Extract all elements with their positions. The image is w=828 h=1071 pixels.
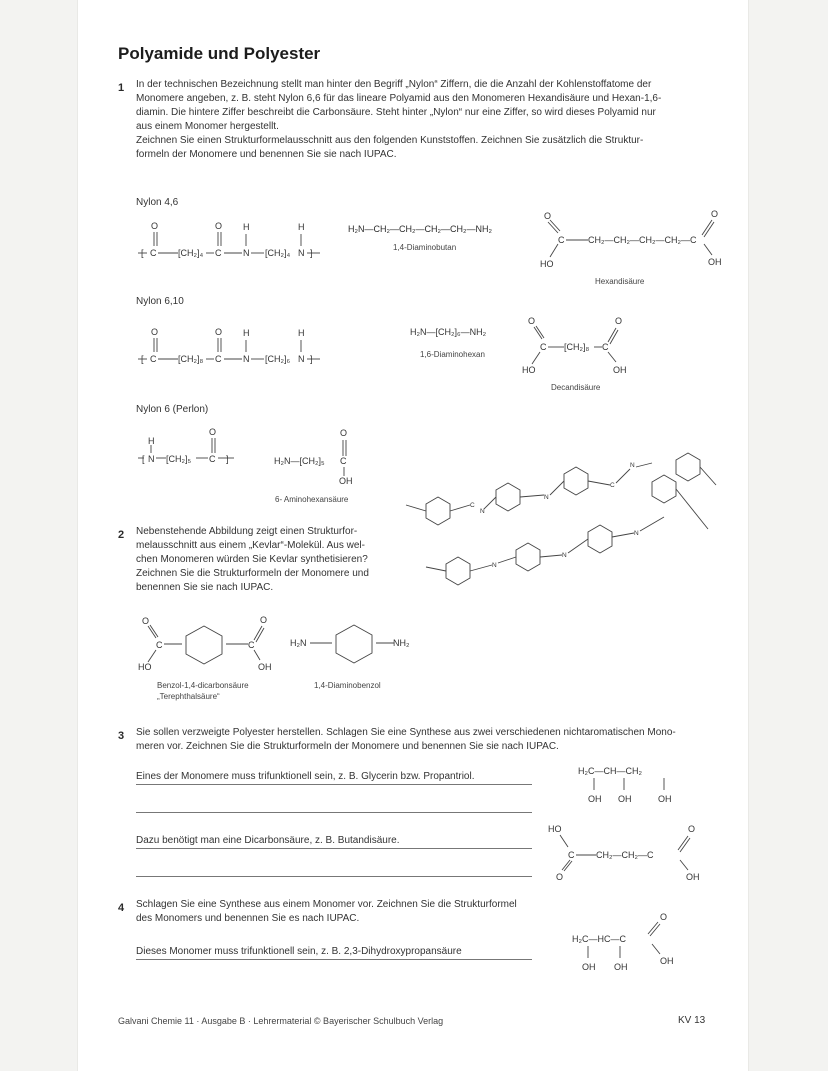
task-2-line: Nebenstehende Abbildung zeigt einen Strukturfor- bbox=[136, 526, 358, 537]
svg-text:]: ] bbox=[226, 454, 229, 464]
svg-text:N: N bbox=[243, 354, 250, 364]
decandisaeure-formula bbox=[518, 312, 638, 378]
svg-text:[CH₂]₄: [CH₂]₄ bbox=[265, 248, 291, 258]
task-2-line: Zeichnen Sie die Strukturformeln der Monomere und bbox=[136, 568, 369, 579]
aminohexansaeure-name: 6- Aminohexansäure bbox=[275, 495, 349, 504]
svg-text:O: O bbox=[215, 221, 223, 231]
decandisaeure-name: Decandisäure bbox=[551, 383, 601, 392]
task-1-text bbox=[136, 78, 746, 162]
aminohexansaeure-formula bbox=[274, 418, 374, 488]
page-title: Polyamide und Polyester bbox=[118, 44, 321, 63]
task-4-answer: Dieses Monomer muss trifunktionell sein, z. B. 2,3-Dihydroxypropansäure bbox=[136, 945, 532, 960]
svg-text:O: O bbox=[151, 221, 159, 231]
svg-text:H: H bbox=[298, 222, 305, 232]
svg-text:N: N bbox=[243, 248, 250, 258]
svg-text:OH: OH bbox=[613, 365, 627, 375]
terephthalsaeure-formula bbox=[136, 612, 296, 676]
task-3-answer-1: Eines der Monomere muss trifunktionell sein, z. B. Glycerin bzw. Propantriol. bbox=[136, 770, 532, 785]
nylon610-label: Nylon 6,10 bbox=[136, 296, 184, 307]
svg-text:[: [ bbox=[142, 454, 145, 464]
svg-text:C: C bbox=[215, 354, 222, 364]
svg-text:H: H bbox=[243, 328, 250, 338]
task-1-line: aus einem Monomer hergestellt. bbox=[136, 121, 279, 132]
svg-text:[CH₂]₈: [CH₂]₈ bbox=[564, 342, 590, 352]
footer-page-code: KV 13 bbox=[678, 1015, 706, 1026]
task-3-line: meren vor. Zeichnen Sie die Strukturformeln der Monomere und benennen Sie sie nach IUPAC. bbox=[136, 741, 559, 752]
svg-text:[CH₂]₄: [CH₂]₄ bbox=[178, 248, 204, 258]
svg-text:C: C bbox=[156, 640, 163, 650]
svg-text:C: C bbox=[215, 248, 222, 258]
svg-text:OH: OH bbox=[660, 956, 674, 966]
task-1-line: In der technischen Bezeichnung stellt man hinter den Begriff „Nylon“ Ziffern, die die Anzahl der Kohlenstoffatome der bbox=[136, 79, 652, 90]
svg-text:H: H bbox=[148, 436, 155, 446]
footer-copyright: Galvani Chemie 11 · Ausgabe B · Lehrermaterial © Bayerischer Schulbuch Verlag bbox=[118, 1016, 444, 1026]
task-1-line: diamin. Die hintere Ziffer beschreibt die Carbonsäure. Steht hinter „Nylon“ nur eine Ziffer, so wird dieses Polyamid nur bbox=[136, 107, 656, 118]
svg-text:OH: OH bbox=[618, 794, 632, 804]
task-3-answer-line bbox=[136, 800, 532, 813]
svg-text:N: N bbox=[298, 354, 305, 364]
svg-text:C: C bbox=[150, 354, 157, 364]
svg-text:[CH₂]₆: [CH₂]₆ bbox=[265, 354, 291, 364]
svg-text:HO: HO bbox=[522, 365, 536, 375]
svg-text:O: O bbox=[260, 615, 268, 625]
task-3-answer-line bbox=[136, 864, 532, 877]
svg-text:C: C bbox=[248, 640, 255, 650]
svg-text:H₂C—HC—C: H₂C—HC—C bbox=[572, 934, 626, 944]
svg-text:NH₂: NH₂ bbox=[393, 638, 410, 648]
nylon6-polymer-formula bbox=[138, 420, 248, 476]
svg-text:N: N bbox=[148, 454, 155, 464]
svg-text:H₂N—[CH₂]₅: H₂N—[CH₂]₅ bbox=[274, 456, 325, 466]
task-1-line: Zeichnen Sie einen Strukturformelausschnitt aus den folgenden Kunststoffen. Zeichnen Sie zusätzlich die Struktur- bbox=[136, 135, 644, 146]
svg-text:[CH₂]₈: [CH₂]₈ bbox=[178, 354, 204, 364]
svg-text:C: C bbox=[558, 235, 565, 245]
svg-text:O: O bbox=[688, 824, 696, 834]
svg-text:[: [ bbox=[141, 354, 144, 364]
svg-text:HO: HO bbox=[138, 662, 152, 672]
svg-text:OH: OH bbox=[658, 794, 672, 804]
svg-text:O: O bbox=[660, 912, 668, 922]
task-4-line: Schlagen Sie eine Synthese aus einem Monomer vor. Zeichnen Sie die Strukturformel bbox=[136, 899, 517, 910]
svg-text:C: C bbox=[540, 342, 547, 352]
svg-text:OH: OH bbox=[708, 257, 722, 267]
svg-text:C: C bbox=[610, 482, 615, 489]
task-2-number: 2 bbox=[118, 529, 125, 541]
svg-text:N: N bbox=[480, 508, 485, 515]
task-3-answer-2: Dazu benötigt man eine Dicarbonsäure, z. B. Butandisäure. bbox=[136, 834, 532, 849]
task-4-text bbox=[136, 898, 556, 926]
svg-text:N: N bbox=[544, 494, 549, 501]
svg-text:C: C bbox=[340, 456, 347, 466]
butandisaeure-formula bbox=[546, 820, 721, 884]
diaminobenzol-formula bbox=[290, 618, 420, 666]
task-3-number: 3 bbox=[118, 730, 125, 742]
svg-text:H₂N—[CH₂]₆—NH₂: H₂N—[CH₂]₆—NH₂ bbox=[410, 327, 487, 337]
svg-text:C: C bbox=[470, 502, 475, 509]
svg-text:O: O bbox=[209, 427, 217, 437]
nylon610-diamine-name: 1,6-Diaminohexan bbox=[420, 350, 485, 359]
svg-text:CH₂—CH₂—C: CH₂—CH₂—C bbox=[596, 850, 654, 860]
svg-text:[CH₂]₅: [CH₂]₅ bbox=[166, 454, 192, 464]
svg-text:O: O bbox=[556, 872, 564, 882]
svg-text:C: C bbox=[209, 454, 216, 464]
nylon610-polymer-formula bbox=[138, 318, 338, 380]
svg-text:OH: OH bbox=[339, 476, 353, 486]
svg-text:H: H bbox=[298, 328, 305, 338]
svg-text:]: ] bbox=[310, 248, 313, 258]
task-3-line: Sie sollen verzweigte Polyester herstellen. Schlagen Sie eine Synthese aus zwei verschiedenen nichtaromatischen Mono- bbox=[136, 727, 676, 738]
nylon46-label: Nylon 4,6 bbox=[136, 197, 179, 208]
diaminobenzol-name: 1,4-Diaminobenzol bbox=[314, 681, 381, 690]
nylon6-label: Nylon 6 (Perlon) bbox=[136, 404, 209, 415]
nylon46-polymer-formula bbox=[138, 212, 338, 274]
svg-text:O: O bbox=[215, 327, 223, 337]
task-4-number: 4 bbox=[118, 902, 125, 914]
svg-text:O: O bbox=[544, 211, 552, 221]
task-3-text bbox=[136, 726, 746, 754]
task-2-line: benennen Sie sie nach IUPAC. bbox=[136, 582, 274, 593]
terephthalsaeure-trivial-name: „Terephthalsäure“ bbox=[157, 692, 220, 701]
svg-text:N: N bbox=[562, 552, 567, 559]
diaminohexan-formula bbox=[410, 318, 520, 344]
nylon46-diamine-formula: H₂N—CH₂—CH₂—CH₂—CH₂—NH₂ bbox=[348, 224, 492, 234]
svg-text:O: O bbox=[151, 327, 159, 337]
task-2-text bbox=[136, 525, 406, 595]
task-1-line: Monomere angeben, z. B. steht Nylon 6,6 für das lineare Polyamid aus den Monomeren Hexandisäure und Hexan-1,6- bbox=[136, 93, 662, 104]
svg-text:OH: OH bbox=[582, 962, 596, 972]
svg-text:OH: OH bbox=[258, 662, 272, 672]
svg-text:O: O bbox=[528, 316, 536, 326]
svg-text:O: O bbox=[711, 209, 719, 219]
svg-text:]: ] bbox=[310, 354, 313, 364]
svg-text:[: [ bbox=[141, 248, 144, 258]
svg-text:CH₂—CH₂—CH₂—CH₂—C: CH₂—CH₂—CH₂—CH₂—C bbox=[588, 235, 697, 245]
svg-text:N: N bbox=[634, 530, 639, 537]
svg-text:C: C bbox=[150, 248, 157, 258]
task-4-line: des Monomers und benennen Sie es nach IUPAC. bbox=[136, 913, 360, 924]
svg-text:C: C bbox=[568, 850, 575, 860]
svg-text:OH: OH bbox=[614, 962, 628, 972]
task-1-number: 1 bbox=[118, 82, 125, 94]
glycerin-formula bbox=[578, 762, 688, 810]
terephthalsaeure-name: Benzol-1,4-dicarbonsäure bbox=[157, 681, 249, 690]
svg-text:N: N bbox=[492, 562, 497, 569]
svg-text:H: H bbox=[243, 222, 250, 232]
svg-text:C: C bbox=[602, 342, 609, 352]
svg-text:O: O bbox=[340, 428, 348, 438]
task-2-line: chen Monomeren würden Sie Kevlar synthetisieren? bbox=[136, 554, 368, 565]
kevlar-structure-diagram bbox=[398, 445, 728, 605]
hexandisaeure-formula bbox=[536, 205, 736, 275]
svg-text:OH: OH bbox=[588, 794, 602, 804]
nylon46-diamine-name: 1,4-Diaminobutan bbox=[393, 243, 457, 252]
svg-text:N: N bbox=[298, 248, 305, 258]
dihydroxypropansaeure-formula bbox=[572, 910, 692, 974]
svg-text:O: O bbox=[615, 316, 623, 326]
svg-text:H₂C—CH—CH₂: H₂C—CH—CH₂ bbox=[578, 766, 642, 776]
svg-text:H₂N: H₂N bbox=[290, 638, 307, 648]
svg-text:HO: HO bbox=[548, 824, 562, 834]
hexandisaeure-name: Hexandisäure bbox=[595, 277, 645, 286]
svg-text:OH: OH bbox=[686, 872, 700, 882]
task-1-line: formeln der Monomere und benennen Sie sie nach IUPAC. bbox=[136, 149, 397, 160]
svg-text:HO: HO bbox=[540, 259, 554, 269]
task-2-line: melausschnitt aus einem „Kevlar“-Molekül. Aus wel- bbox=[136, 540, 365, 551]
svg-text:O: O bbox=[142, 616, 150, 626]
svg-text:N: N bbox=[630, 462, 635, 469]
